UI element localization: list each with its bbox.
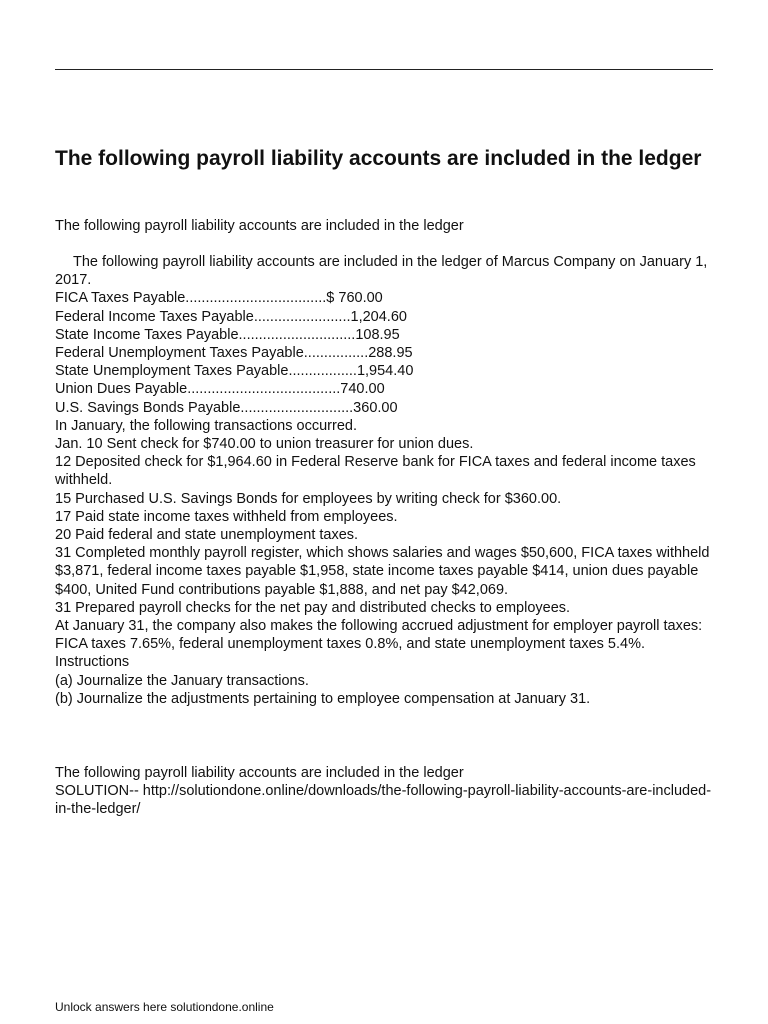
document-subtitle: The following payroll liability accounts are included in the ledger [55, 218, 464, 234]
transactions-intro: In January, the following transactions occurred. [55, 417, 357, 434]
transaction-line: Jan. 10 Sent check for $740.00 to union treasurer for union dues. [55, 436, 474, 453]
solution-title: The following payroll liability accounts are included in the ledger [55, 765, 464, 781]
solution-block [55, 764, 715, 819]
account-line: Federal Unemployment Taxes Payable................288.95 [55, 345, 413, 362]
account-line: State Income Taxes Payable.............................108.95 [55, 326, 400, 343]
solution-link[interactable]: SOLUTION-- http://solutiondone.online/downloads/the-following-payroll-liability-accounts-are-included-in-the-ledger/ [55, 783, 712, 818]
transaction-line: 31 Prepared payroll checks for the net pay and distributed checks to employees. [55, 599, 571, 616]
problem-body [55, 253, 715, 708]
intro-paragraph: The following payroll liability accounts are included in the ledger of Marcus Company on January 1, 2017. [55, 254, 712, 289]
instruction-line: (b) Journalize the adjustments pertaining to employee compensation at January 31. [55, 690, 591, 707]
adjustment-paragraph: At January 31, the company also makes the following accrued adjustment for employer payroll taxes: FICA taxes 7.65%, federal unemployment taxes 0.8%, and state unemployment taxes 5.4%. [55, 618, 707, 653]
instruction-line: (a) Journalize the January transactions. [55, 672, 309, 689]
account-line: Federal Income Taxes Payable........................1,204.60 [55, 308, 407, 325]
unlock-note: Unlock answers here solutiondone.online [55, 1000, 274, 1014]
account-line: U.S. Savings Bonds Payable............................360.00 [55, 399, 398, 416]
account-line: FICA Taxes Payable...................................$ 760.00 [55, 290, 383, 307]
transaction-line: 20 Paid federal and state unemployment taxes. [55, 527, 359, 544]
top-divider [55, 69, 713, 70]
document-title: The following payroll liability accounts are included in the ledger [55, 147, 702, 170]
transaction-line: 31 Completed monthly payroll register, which shows salaries and wages $50,600, FICA taxes withheld $3,871, federal income taxes payable $1,958, state income taxes payable $414, union dues payable $400, United Fund contributions payable $1,888, and net pay $42,069. [55, 545, 714, 598]
instructions-heading: Instructions [55, 654, 130, 671]
transaction-line: 15 Purchased U.S. Savings Bonds for employees by writing check for $360.00. [55, 490, 562, 507]
account-line: Union Dues Payable......................................740.00 [55, 381, 385, 398]
account-line: State Unemployment Taxes Payable.................1,954.40 [55, 363, 414, 380]
transaction-line: 17 Paid state income taxes withheld from employees. [55, 508, 398, 525]
transaction-line: 12 Deposited check for $1,964.60 in Federal Reserve bank for FICA taxes and federal income taxes withheld. [55, 454, 700, 489]
